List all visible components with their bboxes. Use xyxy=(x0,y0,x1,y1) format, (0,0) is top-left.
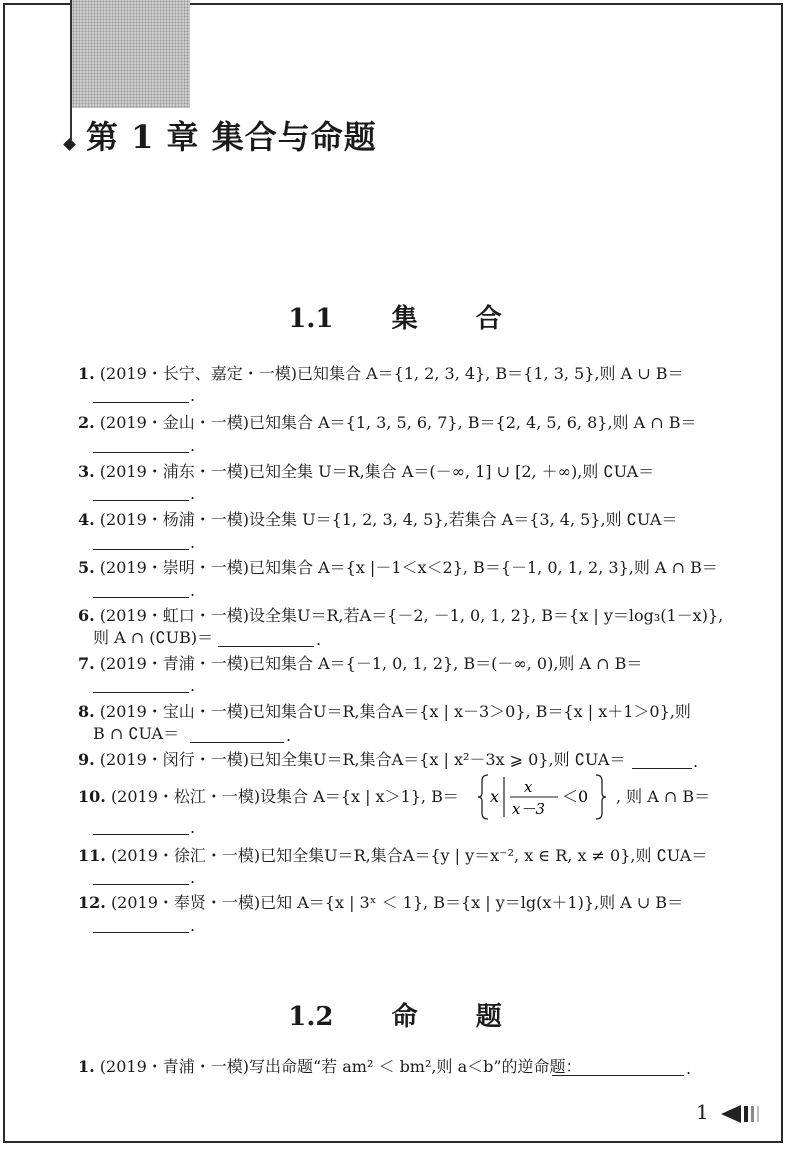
question-1 xyxy=(78,364,712,384)
question-number: 6. xyxy=(78,606,95,625)
question-number: 2. xyxy=(78,413,95,432)
section-title-char: 合 xyxy=(475,304,502,334)
period: . xyxy=(190,581,196,600)
period: . xyxy=(190,868,196,887)
question-7 xyxy=(78,654,712,674)
answer-blank[interactable] xyxy=(93,884,189,885)
set-variable: x xyxy=(490,787,500,806)
section-title-1-2 xyxy=(0,996,790,1033)
period: . xyxy=(190,916,196,935)
question-8-line-2 xyxy=(93,724,727,744)
question-text: (2019・金山・一模)已知集合 A＝{1, 3, 5, 6, 7}, B＝{2, 4, 5, 6, 8},则 A ∩ B＝ xyxy=(99,413,697,432)
question-number: 10. xyxy=(78,787,106,806)
section-number: 1.2 xyxy=(288,1002,334,1032)
answer-blank[interactable] xyxy=(93,452,189,453)
question-text: (2019・闵行・一模)已知全集U＝R,集合A＝{x | x²－3x ⩾ 0},则 ∁UA＝ xyxy=(99,750,626,769)
question-text: (2019・崇明・一模)已知集合 A＝{x |－1＜x＜2}, B＝{－1, 0, 1, 2, 3},则 A ∩ B＝ xyxy=(99,558,718,577)
question-number: 5. xyxy=(78,558,95,577)
question-number: 3. xyxy=(78,462,95,481)
fraction-numerator: x xyxy=(524,778,533,796)
inequality-tail: ＜0 xyxy=(562,787,589,806)
question-text: (2019・宝山・一模)已知集合U＝R,集合A＝{x | x－3＞0}, B＝{x | x＋1＞0},则 xyxy=(99,702,691,721)
chapter-title: 第 1 章 集合与命题 xyxy=(86,118,377,156)
section-2-question-1 xyxy=(78,1057,712,1077)
question-3 xyxy=(78,462,712,482)
period: . xyxy=(190,533,196,552)
answer-blank[interactable] xyxy=(93,834,189,835)
period: . xyxy=(686,1059,692,1078)
question-number: 8. xyxy=(78,702,95,721)
section-number: 1.1 xyxy=(288,304,334,334)
question-5 xyxy=(78,558,718,578)
question-4 xyxy=(78,510,712,530)
question-text: (2019・松江・一模)设集合 A＝{x | x＞1}, B＝ xyxy=(110,787,459,806)
page-footer xyxy=(696,1100,769,1124)
page-marker-icon xyxy=(721,1104,769,1124)
period: . xyxy=(316,630,322,649)
period: . xyxy=(693,752,699,771)
question-text: (2019・青浦・一模)写出命题“若 am² ＜ bm²,则 a＜b”的逆命题： xyxy=(99,1057,582,1076)
section-title-char: 题 xyxy=(475,1002,502,1032)
question-2 xyxy=(78,413,712,433)
question-text: (2019・浦东・一模)已知全集 U＝R,集合 A＝(－∞, 1] ∪ [2, ＋∞),则 ∁UA＝ xyxy=(99,462,655,481)
period: . xyxy=(190,676,196,695)
period: . xyxy=(190,818,196,837)
question-text: , 则 A ∩ B＝ xyxy=(616,787,711,806)
question-6-line-2 xyxy=(93,628,727,648)
page-number: 1 xyxy=(696,1100,709,1124)
section-title-char: 命 xyxy=(391,1002,418,1032)
question-text: (2019・青浦・一模)已知集合 A＝{－1, 0, 1, 2}, B＝(－∞, 0),则 A ∩ B＝ xyxy=(99,654,643,673)
answer-blank[interactable] xyxy=(218,646,314,647)
question-number: 11. xyxy=(78,846,106,865)
question-number: 7. xyxy=(78,654,95,673)
answer-blank[interactable] xyxy=(190,742,284,743)
answer-blank[interactable] xyxy=(93,549,189,550)
question-text: (2019・徐汇・一模)已知全集U＝R,集合A＝{y | y＝x⁻², x ∈ R, x ≠ 0},则 ∁UA＝ xyxy=(110,846,708,865)
question-text: B ∩ ∁UA＝ xyxy=(93,724,180,743)
question-number: 12. xyxy=(78,893,106,912)
section-title-char: 集 xyxy=(391,304,418,334)
fraction-denominator: x－3 xyxy=(512,800,546,818)
question-text: (2019・长宁、嘉定・一模)已知集合 A＝{1, 2, 3, 4}, B＝{1, 3, 5},则 A ∪ B＝ xyxy=(99,364,684,383)
question-11 xyxy=(78,846,712,866)
period: . xyxy=(286,726,292,745)
question-text: 则 A ∩ (∁UB)＝ xyxy=(93,628,214,647)
question-12 xyxy=(78,893,712,913)
question-text: (2019・奉贤・一模)已知 A＝{x | 3ˣ ＜ 1}, B＝{x | y＝lg(x＋1)},则 A ∪ B＝ xyxy=(110,893,684,912)
question-8 xyxy=(78,702,712,722)
question-number: 1. xyxy=(78,364,95,383)
answer-blank[interactable] xyxy=(552,1075,684,1076)
answer-blank[interactable] xyxy=(93,692,189,693)
question-9 xyxy=(78,750,712,770)
question-number: 4. xyxy=(78,510,95,529)
period: . xyxy=(190,386,196,405)
right-brace-icon xyxy=(596,775,606,819)
answer-blank[interactable] xyxy=(93,597,189,598)
left-brace-icon xyxy=(478,775,488,819)
section-title-1-1 xyxy=(0,298,790,335)
question-6 xyxy=(78,606,724,626)
answer-blank[interactable] xyxy=(632,768,692,769)
answer-blank[interactable] xyxy=(93,932,189,933)
question-text: (2019・杨浦・一模)设全集 U＝{1, 2, 3, 4, 5},若集合 A＝{3, 4, 5},则 ∁UA＝ xyxy=(99,510,678,529)
header-halftone-block xyxy=(72,0,190,108)
set-builder-fraction xyxy=(476,773,616,821)
period: . xyxy=(190,484,196,503)
answer-blank[interactable] xyxy=(93,500,189,501)
answer-blank[interactable] xyxy=(93,402,189,403)
question-text: (2019・虹口・一模)设全集U＝R,若A＝{－2, －1, 0, 1, 2}, B＝{x | y＝log₃(1－x)}, xyxy=(99,606,724,625)
question-10-tail xyxy=(616,787,716,807)
question-number: 9. xyxy=(78,750,95,769)
header-vertical-rule xyxy=(70,0,72,140)
period: . xyxy=(190,436,196,455)
question-number: 1. xyxy=(78,1057,95,1076)
